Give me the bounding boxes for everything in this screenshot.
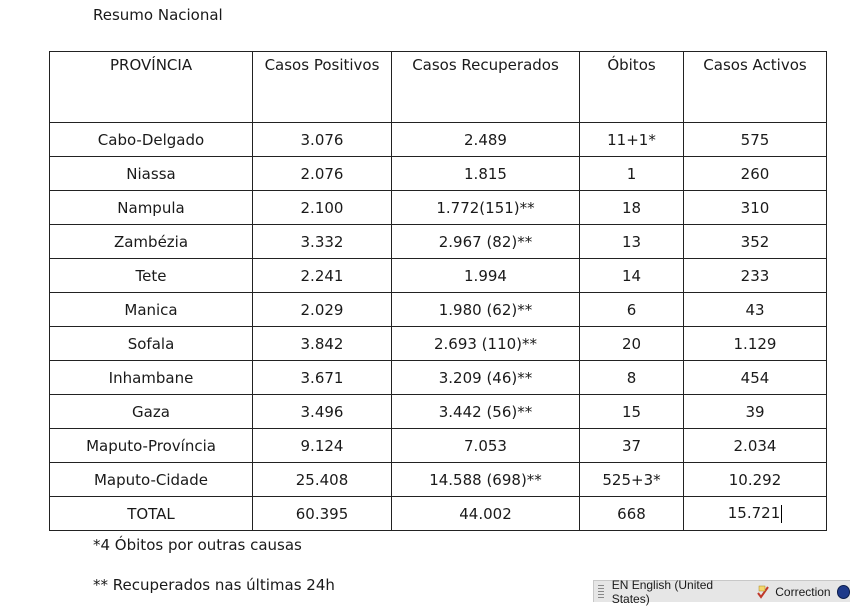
cell-obitos: 37 [580,429,684,463]
cell-provincia: Niassa [50,157,253,191]
language-indicator[interactable]: EN English (United States) [611,577,714,606]
cell-provincia: Maputo-Província [50,429,253,463]
cell-positivos: 3.076 [253,123,392,157]
cell-provincia: Inhambane [50,361,253,395]
cell-total-positivos: 60.395 [253,497,392,531]
header-casos-activos: Casos Activos [684,52,827,123]
table-row [50,157,827,191]
cell-provincia: Gaza [50,395,253,429]
cell-activos: 575 [684,123,827,157]
cell-recuperados: 1.980 (62)** [392,293,580,327]
cell-positivos: 9.124 [253,429,392,463]
cell-activos: 39 [684,395,827,429]
cell-obitos: 18 [580,191,684,225]
spell-check-icon[interactable] [757,585,769,599]
table-total-row [50,497,827,531]
cell-positivos: 3.496 [253,395,392,429]
header-casos-recuperados: Casos Recuperados [392,52,580,123]
cell-obitos: 1 [580,157,684,191]
cell-recuperados: 2.489 [392,123,580,157]
cell-activos: 260 [684,157,827,191]
header-casos-positivos: Casos Positivos [253,52,392,123]
footnote-deaths: *4 Óbitos por outras causas [93,536,302,554]
cell-recuperados: 1.815 [392,157,580,191]
header-obitos: Óbitos [580,52,684,123]
cell-obitos: 6 [580,293,684,327]
cell-obitos: 13 [580,225,684,259]
cell-provincia: Sofala [50,327,253,361]
cell-activos: 310 [684,191,827,225]
cell-activos: 10.292 [684,463,827,497]
cell-activos: 352 [684,225,827,259]
cell-obitos: 14 [580,259,684,293]
cell-recuperados: 1.994 [392,259,580,293]
header-provincia: PROVÍNCIA [50,52,253,123]
cell-total-recuperados: 44.002 [392,497,580,531]
table-row [50,463,827,497]
table-row [50,395,827,429]
table-row [50,123,827,157]
cell-activos: 43 [684,293,827,327]
drag-grip-icon[interactable] [598,585,604,599]
cell-positivos: 2.029 [253,293,392,327]
cell-recuperados: 2.967 (82)** [392,225,580,259]
cell-recuperados: 2.693 (110)** [392,327,580,361]
cell-provincia: Nampula [50,191,253,225]
cell-positivos: 2.076 [253,157,392,191]
summary-table [49,51,827,531]
cell-provincia: Tete [50,259,253,293]
document-title: Resumo Nacional [93,6,223,24]
cell-recuperados: 3.442 (56)** [392,395,580,429]
cell-positivos: 2.100 [253,191,392,225]
cell-positivos: 3.671 [253,361,392,395]
cell-provincia: Cabo-Delgado [50,123,253,157]
table-row [50,293,827,327]
cell-total-obitos: 668 [580,497,684,531]
table-row [50,225,827,259]
table-row [50,259,827,293]
table-row [50,429,827,463]
cell-positivos: 25.408 [253,463,392,497]
cell-activos: 233 [684,259,827,293]
cell-activos: 1.129 [684,327,827,361]
correction-button[interactable]: Correction [775,584,831,599]
cell-obitos: 8 [580,361,684,395]
cell-activos: 454 [684,361,827,395]
cell-obitos: 525+3* [580,463,684,497]
footnote-recovered: ** Recuperados nas últimas 24h [93,576,335,594]
table-header-row [50,52,827,123]
total-activos-value: 15.721 [727,504,781,523]
cell-provincia: Maputo-Cidade [50,463,253,497]
table-row [50,327,827,361]
table-row [50,191,827,225]
cell-total-activos[interactable] [684,497,827,531]
cell-obitos: 11+1* [580,123,684,157]
cell-recuperados: 14.588 (698)** [392,463,580,497]
cell-total-label: TOTAL [50,497,253,531]
cell-obitos: 20 [580,327,684,361]
cell-provincia: Zambézia [50,225,253,259]
language-bar [593,577,850,606]
options-circle-icon[interactable] [837,585,850,599]
text-cursor [781,505,782,523]
cell-provincia: Manica [50,293,253,327]
cell-recuperados: 7.053 [392,429,580,463]
cell-positivos: 2.241 [253,259,392,293]
cell-positivos: 3.332 [253,225,392,259]
cell-recuperados: 3.209 (46)** [392,361,580,395]
cell-positivos: 3.842 [253,327,392,361]
cell-activos: 2.034 [684,429,827,463]
cell-recuperados: 1.772(151)** [392,191,580,225]
table-row [50,361,827,395]
cell-obitos: 15 [580,395,684,429]
